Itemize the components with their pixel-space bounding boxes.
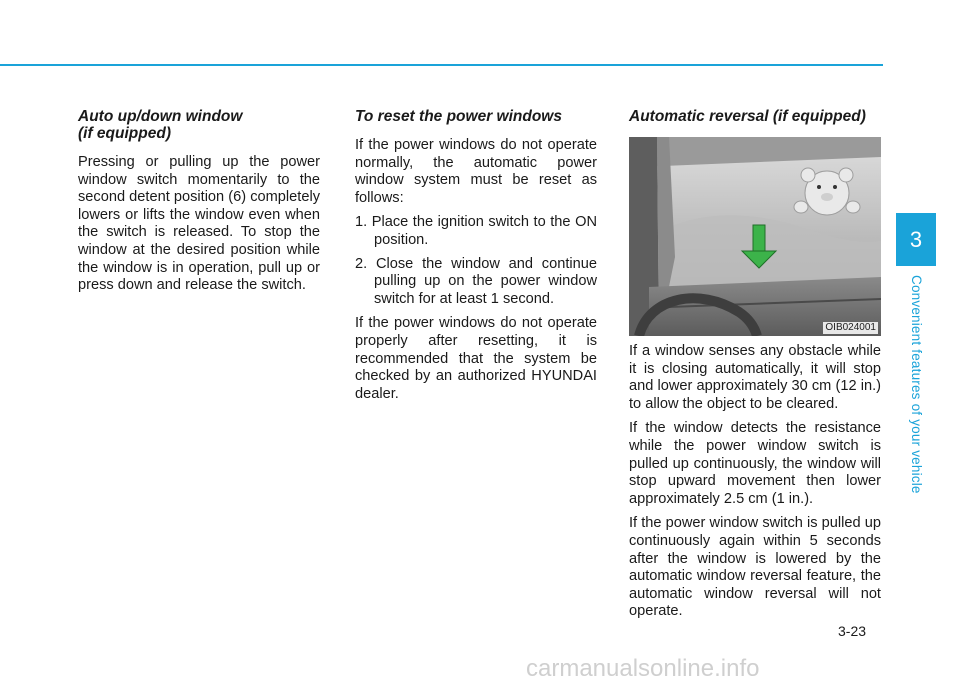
column-auto-up-down xyxy=(78,108,320,302)
page-number: 3-23 xyxy=(838,623,867,639)
reset-step-2: 2. Close the window and continue pulling up on the power window switch for at least 1 second. xyxy=(355,255,597,307)
car-interior-illustration xyxy=(629,137,881,336)
reset-intro-paragraph: If the power windows do not operate normally, the automatic power window system must be reset as follows: xyxy=(355,137,597,206)
auto-up-down-paragraph: Pressing or pulling up the power window switch momentarily to the second detent position (6) completely lowers or lifts the window even when the switch is released. To stop the window at the desired position while the window is in operation, pull up or press down and release the switch. xyxy=(78,154,320,294)
reset-step-1: 1. Place the ignition switch to the ON position. xyxy=(355,214,597,248)
watermark: carmanualsonline.info xyxy=(526,655,760,682)
reset-steps-list xyxy=(355,214,597,308)
heading-automatic-reversal: Automatic reversal (if equipped) xyxy=(629,108,866,125)
heading-reset-power-windows: To reset the power windows xyxy=(355,108,562,125)
chapter-tab: 3 xyxy=(896,213,936,266)
heading-auto-up-down xyxy=(78,108,320,142)
chapter-title-vertical: Convenient features of your vehicle xyxy=(909,275,924,494)
column-automatic-reversal xyxy=(629,108,881,628)
reversal-paragraph-2: If the window detects the resistance while the power window switch is pulled up continuously, the window will stop upward movement then lower approximately 2.5 cm (1 in.). xyxy=(629,420,881,507)
window-reversal-figure xyxy=(629,137,881,336)
reset-followup-paragraph: If the power windows do not operate properly after resetting, it is recommended that the system be checked by an authorized HYUNDAI dealer. xyxy=(355,315,597,402)
column-reset-power-windows xyxy=(355,108,597,410)
reversal-paragraph-1: If a window senses any obstacle while it is closing automatically, it will stop and lower approximately 30 cm (12 in.) to allow the object to be cleared. xyxy=(629,343,881,412)
figure-code-label: OIB024001 xyxy=(825,322,876,333)
heading-line-2: (if equipped) xyxy=(78,125,171,142)
reversal-paragraph-3: If the power window switch is pulled up continuously again within 5 seconds after the window is lowered by the automatic window reversal feature, the automatic window reversal will not operate. xyxy=(629,515,881,620)
header-rule xyxy=(0,64,883,66)
heading-line-1: Auto up/down window xyxy=(78,108,243,125)
